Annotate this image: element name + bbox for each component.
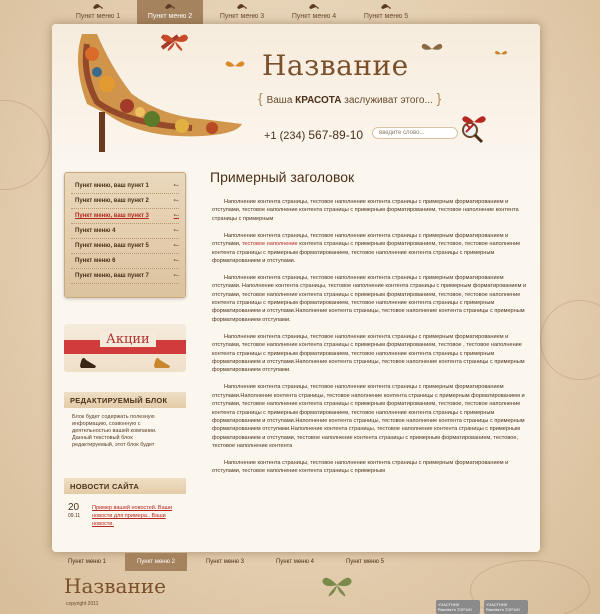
- paragraph: Наполнение контента страницы, тестовое наполнение контента страницы с примерным форматированием отступами.Наполнение контента страницы, тестовое наполнение контента страницы с примерным форматированием и отступами, тестовое наполнение контента страницы с примерным форматированием, тестовое, тестовое наполнение контента страницы с примерным форматированием, тестовое наполнение контента страницы с примерным форматированием и отступами.Наполнение контента страницы, тестовое наполнение контента страницы с примерным форматированием отступами.Наполнение контента страницы, тестовое наполнение контента страницы с примерным форматированием и отступами, тестовое наполнение контента страницы с примерным форматированием, тестовое, тестовое наполнение контента: [212, 384, 525, 450]
- copyright: copyright 2011: [66, 601, 99, 607]
- arrow-icon: •–: [173, 183, 179, 189]
- sidebar-menu: [64, 172, 186, 298]
- slogan: { Ваша КРАСОТА заслуживат этого... }: [258, 90, 442, 106]
- inline-link[interactable]: тестовое наполнение: [241, 241, 298, 248]
- site-logo[interactable]: Название: [262, 49, 409, 82]
- sidebar-item-6[interactable]: Пункт меню 6 •–: [71, 254, 179, 269]
- paragraph: Наполнение контента страницы, тестовое наполнение контента страницы с примерным форматированием и отступами, тестовое наполнение контента страницы с примерным форматированием, тестовое , тестовое наполнение контента страницы с примерным форматированием, тестовое наполнение контента страницы с примерным форматированием и отступами.Наполнение контента страницы, тестовое наполнение контента страницы с примерным форматированием отступами.: [212, 333, 525, 374]
- promo-banner[interactable]: [64, 324, 186, 372]
- top-navigation: [62, 0, 422, 24]
- sidebar-item-2[interactable]: Пункт меню, ваш пункт 2 •–: [71, 194, 179, 209]
- header: [52, 24, 540, 164]
- butterfly-shoe-illustration: [52, 24, 252, 156]
- footer-nav-item-4[interactable]: Пункт меню 4: [275, 559, 314, 565]
- butterfly-icon: [320, 572, 354, 598]
- heel-icon: [92, 2, 104, 9]
- shoe-icon: [152, 350, 172, 370]
- phone-number: +1 (234) 567-89-10: [264, 128, 364, 142]
- heel-icon: [380, 2, 392, 9]
- editable-block-text: Блок будет содержать полезную информацию, созвонную с деятельностью вашей компании. Данный текстовый блок редактируемый, этот блок будет: [72, 414, 157, 448]
- arrow-icon: •–: [173, 198, 179, 204]
- counter-badge[interactable]: УЧАСТНИК Rambler's TOP100: [484, 600, 528, 614]
- butterfly-icon: [160, 30, 190, 52]
- editable-block-title: РЕДАКТИРУЕМЫЙ БЛОК: [64, 392, 186, 408]
- paragraph: Наполнение контента страницы, тестовое наполнение контента страницы с примерным форматированием и отступами, тестовое наполнение контента страницы с примерным форматированием, тестовое, тестовое наполнение контента страницы с примерным форматированием, тестовое наполнение контента страницы с примерным форматированием и отступами.: [212, 232, 521, 264]
- top-nav-item-4[interactable]: Пункт меню 4: [278, 0, 350, 24]
- butterfly-icon: [224, 58, 246, 74]
- sidebar-item-4[interactable]: Пункт меню 4 •–: [71, 224, 179, 239]
- butterfly-icon: [460, 112, 488, 132]
- heel-icon: [164, 2, 176, 9]
- top-nav-item-2[interactable]: Пункт меню 2: [137, 0, 203, 24]
- paragraph: Наполнение контента страницы, тестовое наполнение контента страницы с примерным форматированием и отступами, тестовое наполнение контента страницы с примерным форматированием, тестовое наполнение контента страницы с примерным: [212, 199, 519, 222]
- heel-icon: [308, 2, 320, 9]
- news-block-title: НОВОСТИ САЙТА: [64, 478, 186, 494]
- news-link[interactable]: Пример вашей новостей. Ваши новости для примера.. Ваши новости.: [92, 505, 173, 527]
- arrow-icon: •–: [173, 258, 179, 264]
- footer-nav-item-5[interactable]: Пункт меню 5: [345, 559, 384, 565]
- butterfly-icon: [420, 40, 444, 58]
- main-panel: [52, 24, 540, 552]
- arrow-icon: •–: [173, 243, 179, 249]
- content-body: [212, 198, 527, 484]
- arrow-icon: •–: [173, 213, 179, 219]
- paragraph: Наполнение контента страницы, тестовое наполнение контента страницы с примерным форматированием и отступами, тестовое наполнение контента страницы с примерным: [212, 460, 509, 475]
- footer-logo[interactable]: Название: [64, 574, 166, 598]
- top-nav-item-5[interactable]: Пункт меню 5: [350, 0, 422, 24]
- top-nav-item-3[interactable]: Пункт меню 3: [206, 0, 278, 24]
- arrow-icon: •–: [173, 228, 179, 234]
- butterfly-icon: [494, 48, 508, 60]
- promo-label: Акции: [100, 332, 156, 347]
- footer-navigation: [52, 553, 400, 571]
- heel-icon: [236, 2, 248, 9]
- sidebar-item-7[interactable]: Пункт меню, ваш пункт 7 •–: [71, 269, 179, 284]
- page-title: Примерный заголовок: [210, 169, 355, 185]
- arrow-icon: •–: [173, 273, 179, 279]
- counter-badge[interactable]: УЧАСТНИК Rambler's TOP100: [436, 600, 480, 614]
- sidebar-item-5[interactable]: Пункт меню, ваш пункт 5 •–: [71, 239, 179, 254]
- shoe-icon: [78, 350, 98, 370]
- sidebar-item-1[interactable]: Пункт меню, ваш пункт 1 •–: [71, 179, 179, 194]
- paragraph: Наполнение контента страницы, тестовое наполнение контента страницы с примерным форматированием отступами. Наполнение контента страницы, тестовое наполнение контента страницы с примерным форматированием и отступами, тестовое наполнение контента страницы с примерным форматированием, тестовое, тестовое наполнение контента страницы с примерным форматированием, тестовое наполнение контента страницы с примерным форматированием и отступами.Наполнение контента страницы, тестовое наполнение контента страницы с примерным форматированием отступами.: [212, 274, 527, 323]
- news-date: 20 09.11: [68, 502, 81, 519]
- top-nav-item-1[interactable]: Пункт меню 1: [62, 0, 134, 24]
- footer-nav-item-3[interactable]: Пункт меню 3: [205, 559, 244, 565]
- search-input[interactable]: введите слово...: [372, 127, 458, 139]
- footer-nav-item-2[interactable]: Пункт меню 2: [125, 553, 187, 571]
- footer-nav-item-1[interactable]: Пункт меню 1: [67, 559, 106, 565]
- sidebar-item-3[interactable]: Пункт меню, ваш пункт 3 •–: [71, 209, 179, 224]
